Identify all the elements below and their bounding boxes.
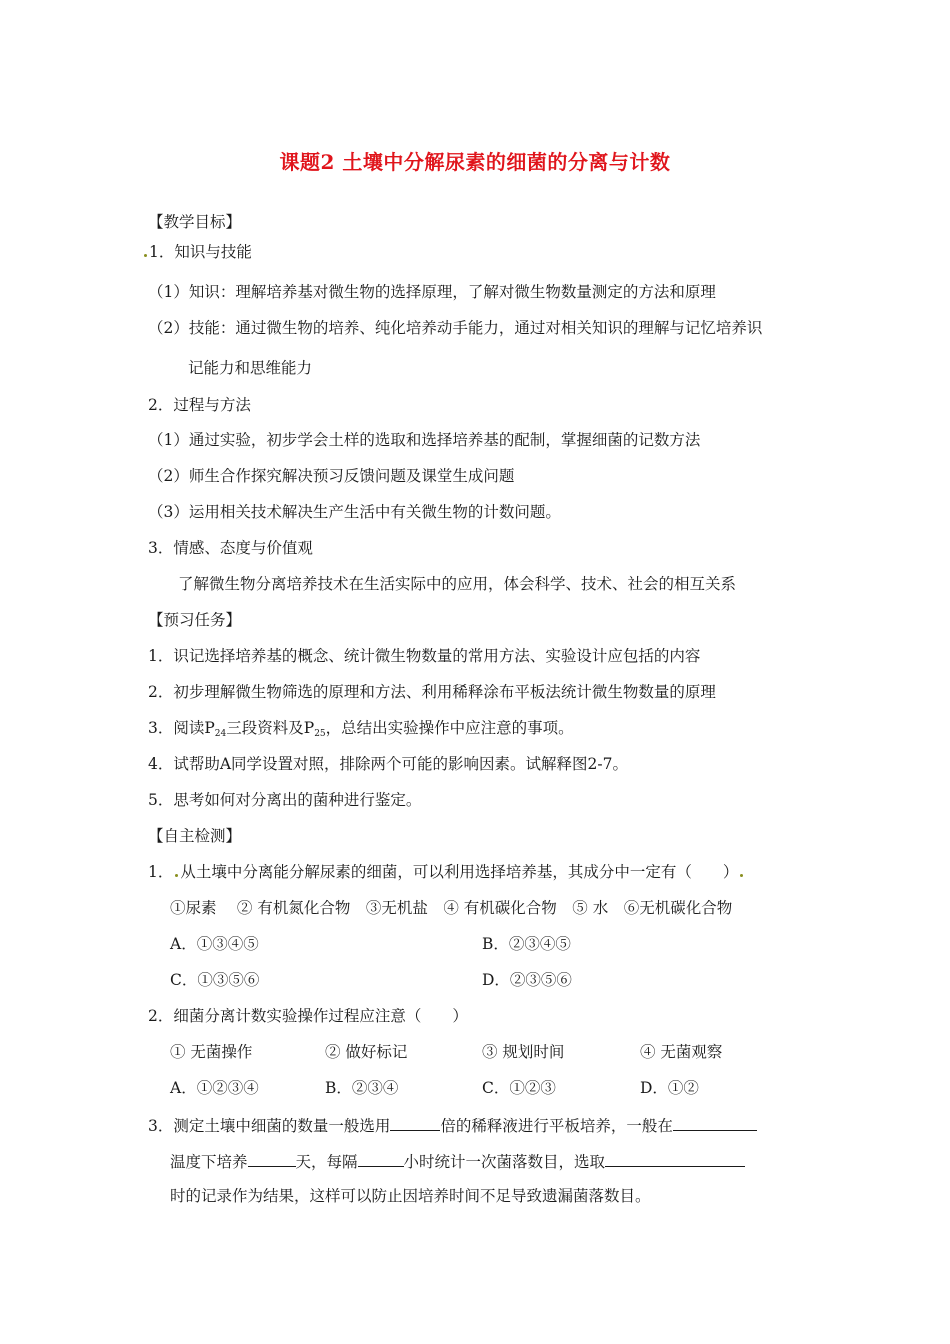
option-b: B．②③④ [325,1079,399,1097]
ink-dot-mark [175,874,178,877]
objective-item-continued: 记能力和思维能力 [188,359,313,377]
question-3-line-2 [170,1150,745,1172]
question-2: 2．细菌分离计数实验操作过程应注意（ ） [148,1007,468,1025]
subsection-knowledge-skills [142,242,252,262]
question-2-item: ① 无菌操作 [170,1043,253,1061]
question-3-line-3: 时的记录作为结果，这样可以防止因培养时间不足导致遗漏菌落数目。 [170,1187,651,1205]
question-1-items: ①尿素 ② 有机氮化合物 ③无机盐 ④ 有机碳化合物 ⑤ 水 ⑥无机碳化合物 [170,899,733,917]
preview-task [148,718,574,744]
fill-blank[interactable] [605,1150,745,1167]
option-c: C．①③⑤⑥ [170,971,260,989]
subsection-process-method: 2．过程与方法 [148,396,251,414]
page-subscript: 24 [214,729,227,739]
text-run: 温度下培养 [170,1153,248,1171]
question-1 [148,862,745,882]
section-heading-preview: 【预习任务】 [148,611,242,629]
objective-item: （1）通过实验，初步学会土样的选取和选择培养基的配制，掌握细菌的记数方法 [148,431,701,449]
question-2-item: ④ 无菌观察 [640,1043,723,1061]
text-run: 小时统计一次菌落数目，选取 [403,1153,606,1171]
fill-blank[interactable] [673,1114,757,1131]
text-run: 3．阅读P [148,719,215,737]
option-a: A．①③④⑤ [170,935,259,953]
question-3-line-1 [148,1114,757,1136]
option-d: D．①② [640,1079,699,1097]
text-run: 三段资料及P [226,719,315,737]
ink-dot-mark [144,254,147,257]
text-run: ，总结出实验操作中应注意的事项。 [325,719,574,737]
option-b: B．②③④⑤ [482,935,571,953]
objective-item: （1）知识：理解培养基对微生物的选择原理，了解对微生物数量测定的方法和原理 [148,283,716,301]
option-a: A．①②③④ [170,1079,259,1097]
preview-task: 2．初步理解微生物筛选的原理和方法、利用稀释涂布平板法统计微生物数量的原理 [148,683,716,701]
option-c: C．①②③ [482,1079,556,1097]
fill-blank[interactable] [248,1150,296,1167]
objective-item: 了解微生物分离培养技术在生活实际中的应用，体会科学、技术、社会的相互关系 [178,575,737,593]
option-d: D．②③⑤⑥ [482,971,572,989]
objective-item: （2）师生合作探究解决预习反馈问题及课堂生成问题 [148,467,515,485]
question-number: 1． [148,863,174,881]
subsection-label: 1．知识与技能 [149,243,252,261]
text-run: 倍的稀释液进行平板培养，一般在 [440,1117,673,1135]
preview-task: 1．识记选择培养基的概念、统计微生物数量的常用方法、实验设计应包括的内容 [148,647,701,665]
question-2-item: ② 做好标记 [325,1043,408,1061]
fill-blank[interactable] [390,1114,440,1131]
preview-task: 4．试帮助A同学设置对照，排除两个可能的影响因素。试解释图2-7。 [148,755,629,773]
ink-dot-mark [740,874,743,877]
objective-item: （3）运用相关技术解决生产生活中有关微生物的计数问题。 [148,503,561,521]
objective-item: （2）技能：通过微生物的培养、纯化培养动手能力，通过对相关知识的理解与记忆培养识 [148,319,763,337]
fill-blank[interactable] [358,1150,404,1167]
section-heading-objectives: 【教学目标】 [148,213,242,231]
text-run: 3．测定土壤中细菌的数量一般选用 [148,1117,391,1135]
page-title: 课题2 土壤中分解尿素的细菌的分离与计数 [279,150,671,174]
section-heading-selfcheck: 【自主检测】 [148,827,242,845]
subsection-attitude-values: 3．情感、态度与价值观 [148,539,313,557]
preview-task: 5．思考如何对分离出的菌种进行鉴定。 [148,791,422,809]
question-2-item: ③ 规划时间 [482,1043,565,1061]
page-subscript: 25 [314,729,326,739]
text-run: 天，每隔 [295,1153,358,1171]
question-text: 从土壤中分离能分解尿素的细菌，可以利用选择培养基，其成分中一定有（ ） [180,863,739,881]
